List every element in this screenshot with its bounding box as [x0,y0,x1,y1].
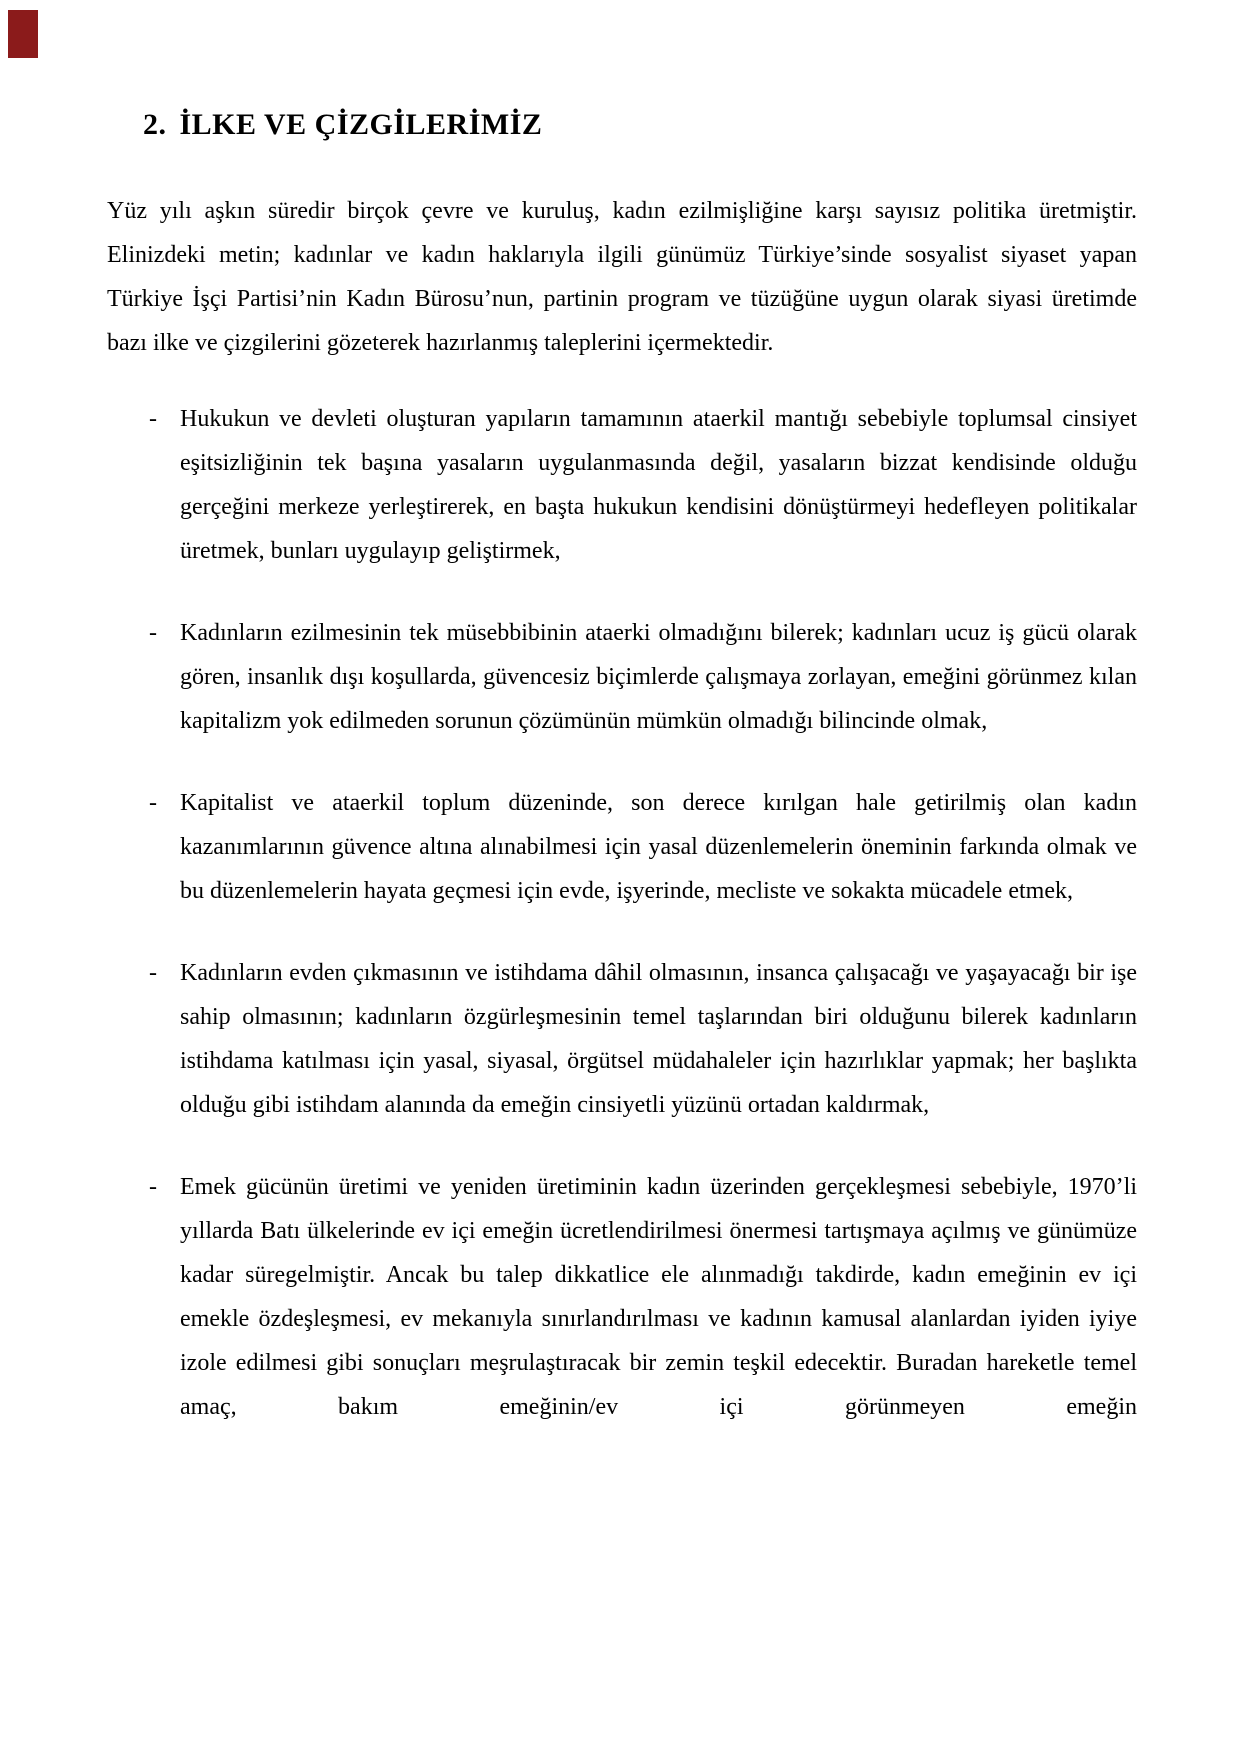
section-title: İLKE VE ÇİZGİLERİMİZ [179,108,543,141]
corner-mark [8,10,38,58]
bullet-dash: - [149,960,157,986]
principle-item-4 [107,951,1137,1127]
principle-text: Kapitalist ve ataerkil toplum düzeninde, son derece kırılgan hale getirilmiş olan kadın kazanımlarının güvence altına alınabilmesi için yasal düzenlemelerin öneminin farkında olmak ve bu düzenlemelerin hayata geçmesi için evde, işyerinde, mecliste ve sokakta mücadele etmek, [180,790,1137,904]
principle-item-3 [107,781,1137,913]
principles-list [107,397,1137,1429]
intro-paragraph: Yüz yılı aşkın süredir birçok çevre ve kuruluş, kadın ezilmişliğine karşı sayısız politika üretmiştir. Elinizdeki metin; kadınlar ve kadın haklarıyla ilgili günümüz Türkiye’sinde sosyalist siyaset yapan Türkiye İşçi Partisi’nin Kadın Bürosu’nun, partinin program ve tüzüğüne uygun olarak siyasi üretimde bazı ilke ve çizgilerini gözeterek hazırlanmış taleplerini içermektedir. [107,198,1137,356]
principle-item-1 [107,397,1137,573]
bullet-dash: - [149,1174,157,1200]
principle-text: Emek gücünün üretimi ve yeniden üretiminin kadın üzerinden gerçekleşmesi sebebiyle, 1970’li yıllarda Batı ülkelerinde ev içi emeğin ücretlendirilmesi önermesi tartışmaya açılmış ve günümüze kadar süregelmiştir. Ancak bu talep dikkatlice ele alınmadığı takdirde, kadın emeğinin ev içi emekle özdeşleşmesi, ev mekanıyla sınırlandırılması ve kadının kamusal alanlardan iyiden iyiye izole edilmesi gibi sonuçları meşrulaştıracak bir zemin teşkil edecektir. Buradan hareketle temel amaç, bakım emeğinin/ev içi görünmeyen emeğin [180,1174,1137,1420]
principle-text: Hukukun ve devleti oluşturan yapıların tamamının ataerkil mantığı sebebiyle toplumsal cinsiyet eşitsizliğinin tek başına yasaların uygulanmasında değil, yasaların bizzat kendisinde olduğu gerçeğini merkeze yerleştirerek, en başta hukukun kendisini dönüştürmeyi hedefleyen politikalar üretmek, bunları uygulayıp geliştirmek, [180,406,1137,564]
bullet-dash: - [149,620,157,646]
bullet-dash: - [149,790,157,816]
bullet-dash: - [149,406,157,432]
section-number: 2. [143,108,167,141]
section-heading [143,105,1137,145]
principle-text: Kadınların ezilmesinin tek müsebbibinin ataerki olmadığını bilerek; kadınları ucuz iş gücü olarak gören, insanlık dışı koşullarda, güvencesiz biçimlerde çalışmaya zorlayan, emeğini görünmez kılan kapitalizm yok edilmeden sorunun çözümünün mümkün olmadığı bilincinde olmak, [180,620,1137,734]
principle-item-2 [107,611,1137,743]
principle-text: Kadınların evden çıkmasının ve istihdama dâhil olmasının, insanca çalışacağı ve yaşayacağı bir işe sahip olmasının; kadınların özgürleşmesinin temel taşlarından biri olduğunu bilerek kadınların istihdama katılması için yasal, siyasal, örgütsel müdahaleler için hazırlıklar yapmak; her başlıkta olduğu gibi istihdam alanında da emeğin cinsiyetli yüzünü ortadan kaldırmak, [180,960,1137,1118]
principle-item-5 [107,1165,1137,1429]
